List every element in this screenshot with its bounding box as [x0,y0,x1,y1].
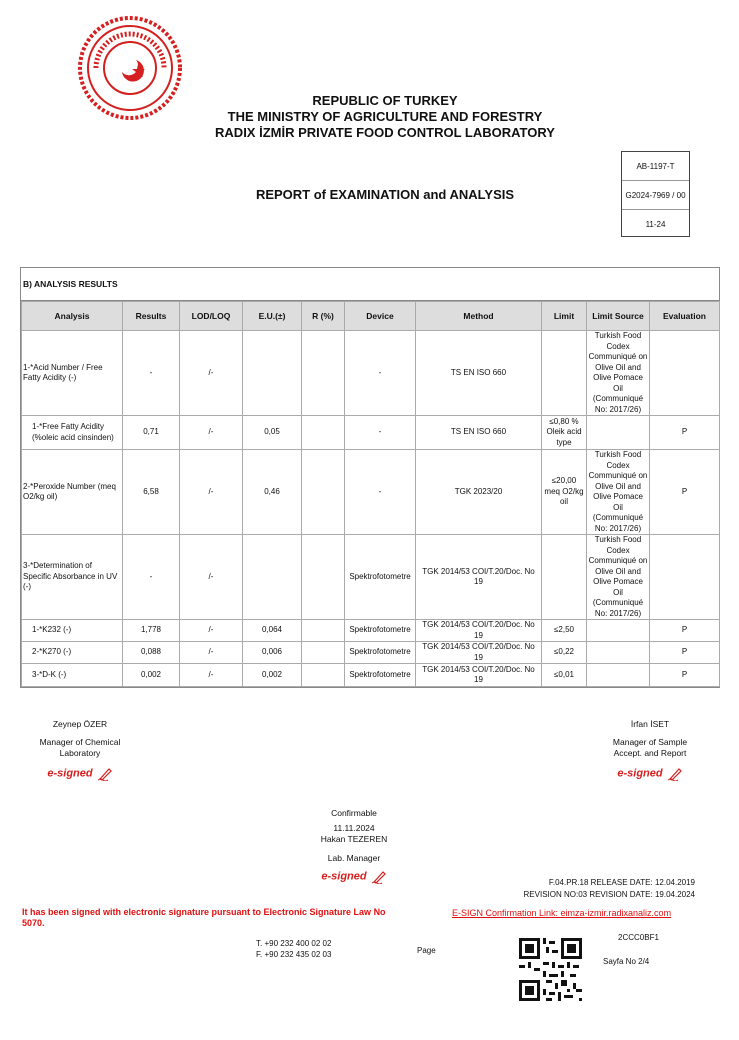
cell-device: Spektrofotometre [345,642,416,664]
col-limit: Limit [542,302,587,331]
ref-code-1: AB-1197-T [622,152,689,181]
cell-evaluation: P [650,450,720,535]
pen-icon [371,870,387,884]
signer-name: Hakan TEZEREN [320,834,388,844]
cell-r [302,416,345,450]
signer-role: Manager of Chemical [39,737,121,747]
cell-limit: ≤0,80 % Oleik acid type [542,416,587,450]
results-table [21,301,720,687]
e-signed-label: e-signed [321,870,367,883]
cell-source [587,620,650,642]
cell-analysis: 1-*Free Fatty Acidity (%oleic acid cinsinden) [22,416,123,450]
cell-method: TS EN ISO 660 [416,331,542,416]
cell-limit: ≤0,22 [542,642,587,664]
revision-info: REVISION NO:03 REVISION DATE: 19.04.2024 [523,890,695,899]
header-country: REPUBLIC OF TURKEY [312,93,458,108]
col-evaluation: Evaluation [650,302,720,331]
section-title: B) ANALYSIS RESULTS [21,268,719,301]
legal-notice: It has been signed with electronic signature pursuant to Electronic Signature Law No [22,907,386,917]
esign-confirmation-link[interactable]: E-SIGN Confirmation Link: eimza-izmir.radixanaliz.com [452,908,672,918]
signer-role: Laboratory [59,748,101,758]
legal-notice-law: 5070. [22,918,45,928]
cell-limit: ≤20,00 meq O2/kg oil [542,450,587,535]
ref-code-2: G2024-7969 / 00 [622,181,689,210]
pen-icon [97,767,113,781]
cell-method: TGK 2014/53 COI/T.20/Doc. No 19 [416,620,542,642]
cell-r [302,620,345,642]
table-row [22,664,720,687]
cell-method: TS EN ISO 660 [416,416,542,450]
cell-source [587,664,650,687]
cell-r [302,535,345,620]
cell-lod: /- [180,416,243,450]
signer-role: Accept. and Report [613,748,687,758]
col-method: Method [416,302,542,331]
fax-number: F. +90 232 435 02 03 [256,950,332,959]
table-row [22,450,720,535]
col-lod-loq: LOD/LOQ [180,302,243,331]
release-info: F.04.PR.18 RELEASE DATE: 12.04.2019 [548,878,695,887]
cell-evaluation: P [650,620,720,642]
e-signed-label: e-signed [617,767,663,780]
col-results: Results [123,302,180,331]
cell-eu [243,535,302,620]
signature-left [20,719,140,781]
header-lab: RADIX İZMİR PRIVATE FOOD CONTROL LABORATORY [215,125,555,140]
qr-code [519,938,582,1001]
cell-analysis: 1-*Acid Number / Free Fatty Acidity (-) [22,331,123,416]
cell-r [302,450,345,535]
phone-number: T. +90 232 400 02 02 [256,939,332,948]
cell-method: TGK 2023/20 [416,450,542,535]
cell-limit: ≤2,50 [542,620,587,642]
confirm-date: 11.11.2024 [333,823,375,833]
cell-eu: 0,05 [243,416,302,450]
cell-source: Turkish Food Codex Communiqué on Olive Oil and Olive Pomace Oil (Communiqué No: 2017/26) [587,450,650,535]
cell-eu: 0,064 [243,620,302,642]
cell-results: 0,002 [123,664,180,687]
cell-device: - [345,331,416,416]
cell-evaluation [650,535,720,620]
table-header-row [22,302,720,331]
results-section [20,267,720,688]
cell-device: Spektrofotometre [345,620,416,642]
signer-role: Lab. Manager [327,853,381,863]
cell-results: - [123,535,180,620]
header-ministry: THE MINISTRY OF AGRICULTURE AND FORESTRY [227,109,543,124]
page-number: Sayfa No 2/4 [603,957,650,966]
cell-lod: /- [180,642,243,664]
cell-evaluation: P [650,664,720,687]
cell-analysis: 3-*Determination of Specific Absorbance in UV (-) [22,535,123,620]
cell-source [587,642,650,664]
col-eu: E.U.(±) [243,302,302,331]
table-row [22,535,720,620]
cell-device: Spektrofotometre [345,535,416,620]
cell-results: 0,088 [123,642,180,664]
cell-eu: 0,002 [243,664,302,687]
cell-device: - [345,450,416,535]
signer-name: İrfan İSET [630,719,670,729]
cell-results: 0,71 [123,416,180,450]
cell-limit: ≤0,01 [542,664,587,687]
cell-eu: 0,006 [243,642,302,664]
cell-results: 1,778 [123,620,180,642]
document-code: 2CCC0BF1 [618,933,659,942]
cell-results: 6,58 [123,450,180,535]
e-signed-label: e-signed [47,767,93,780]
cell-r [302,331,345,416]
cell-eu [243,331,302,416]
col-r: R (%) [302,302,345,331]
confirmable-label: Confirmable [331,808,377,818]
cell-method: TGK 2014/53 COI/T.20/Doc. No 19 [416,642,542,664]
cell-evaluation: P [650,416,720,450]
cell-lod: /- [180,620,243,642]
cell-source [587,416,650,450]
cell-limit [542,331,587,416]
signer-role: Manager of Sample [612,737,688,747]
cell-analysis: 1-*K232 (-) [22,620,123,642]
col-analysis: Analysis [22,302,123,331]
cell-lod: /- [180,535,243,620]
report-title: REPORT of EXAMINATION and ANALYSIS [255,187,515,202]
cell-results: - [123,331,180,416]
cell-evaluation: P [650,642,720,664]
signature-right [590,719,710,781]
ministry-seal [76,14,184,122]
cell-analysis: 2-*K270 (-) [22,642,123,664]
cell-limit [542,535,587,620]
page-label: Page [417,946,436,955]
cell-source: Turkish Food Codex Communiqué on Olive Oil and Olive Pomace Oil (Communiqué No: 2017/26) [587,331,650,416]
col-device: Device [345,302,416,331]
cell-method: TGK 2014/53 COI/T.20/Doc. No 19 [416,535,542,620]
cell-lod: /- [180,664,243,687]
cell-r [302,664,345,687]
cell-r [302,642,345,664]
table-row [22,642,720,664]
cell-lod: /- [180,331,243,416]
table-row [22,331,720,416]
cell-source: Turkish Food Codex Communiqué on Olive Oil and Olive Pomace Oil (Communiqué No: 2017/26) [587,535,650,620]
cell-evaluation [650,331,720,416]
signature-center [294,808,414,884]
table-row [22,620,720,642]
cell-analysis: 3-*D-K (-) [22,664,123,687]
cell-analysis: 2-*Peroxide Number (meq O2/kg oil) [22,450,123,535]
reference-box [621,151,690,237]
cell-method: TGK 2014/53 COI/T.20/Doc. No 19 [416,664,542,687]
pen-icon [667,767,683,781]
col-limit-source: Limit Source [587,302,650,331]
cell-eu: 0,46 [243,450,302,535]
ref-code-3: 11-24 [645,219,666,229]
table-row [22,416,720,450]
cell-lod: /- [180,450,243,535]
signer-name: Zeynep ÖZER [52,719,108,729]
cell-device: - [345,416,416,450]
cell-device: Spektrofotometre [345,664,416,687]
